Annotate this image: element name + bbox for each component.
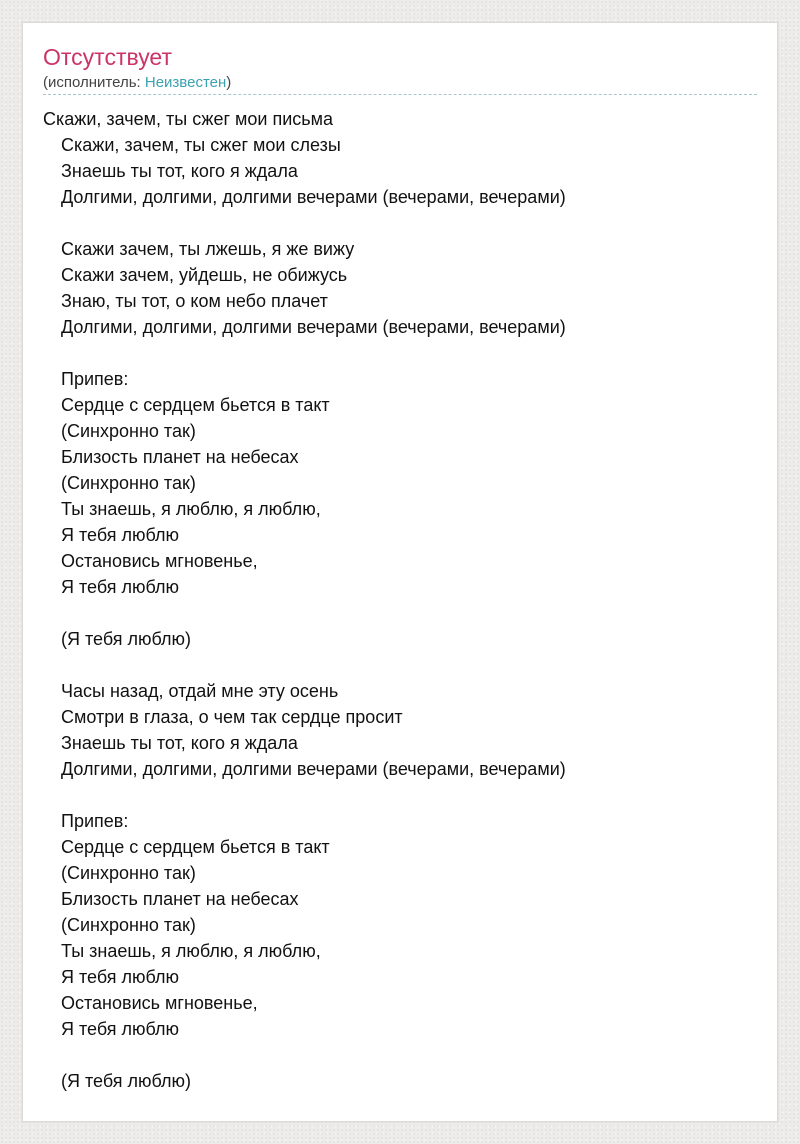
song-title: Отсутствует [43, 44, 172, 70]
lyrics-line: Скажи, зачем, ты сжег мои слезы [61, 135, 341, 155]
lyrics-line: Близость планет на небесах [61, 447, 299, 467]
lyrics-line: Знаешь ты тот, кого я ждала [61, 733, 298, 753]
lyrics-line: Я тебя люблю [61, 1019, 180, 1039]
lyrics-sheet [22, 22, 778, 1122]
lyrics-line: Сердце с сердцем бьется в такт [61, 395, 330, 415]
lyrics-line: (Синхронно так) [61, 915, 196, 935]
lyrics-line: Знаешь ты тот, кого я ждала [61, 161, 298, 181]
lyrics-body [43, 106, 759, 1094]
lyrics-line: Я тебя люблю [61, 525, 180, 545]
lyrics-line: Сердце с сердцем бьется в такт [61, 837, 330, 857]
lyrics-line: (Синхронно так) [61, 421, 196, 441]
lyrics-blank-line [43, 1042, 759, 1068]
lyrics-line: Долгими, долгими, долгими вечерами (вечерами, вечерами) [61, 317, 566, 337]
lyrics-line: Знаю, ты тот, о ком небо плачет [61, 291, 328, 311]
lyrics-line: Близость планет на небесах [61, 889, 299, 909]
lyrics-blank-line [43, 652, 759, 678]
lyrics-line: Я тебя люблю [61, 577, 180, 597]
lyrics-line: (Синхронно так) [61, 473, 196, 493]
lyrics-line: Долгими, долгими, долгими вечерами (вечерами, вечерами) [61, 187, 566, 207]
artist-line [43, 74, 231, 92]
artist-prefix: (исполнитель: [43, 74, 145, 91]
lyrics-line: Скажи зачем, уйдешь, не обижусь [61, 265, 348, 285]
lyrics-line: Я тебя люблю [61, 967, 180, 987]
lyrics-line: (Синхронно так) [61, 863, 196, 883]
lyrics-line: Смотри в глаза, о чем так сердце просит [61, 707, 403, 727]
lyrics-line: Часы назад, отдай мне эту осень [61, 681, 339, 701]
lyrics-line: Ты знаешь, я люблю, я люблю, [61, 499, 321, 519]
lyrics-blank-line [43, 782, 759, 808]
lyrics-blank-line [43, 600, 759, 626]
artist-suffix: ) [226, 74, 232, 91]
lyrics-line: Остановись мгновенье, [61, 551, 258, 571]
lyrics-line: (Я тебя люблю) [61, 629, 192, 649]
lyrics-line: Долгими, долгими, долгими вечерами (вечерами, вечерами) [61, 759, 566, 779]
title-divider [43, 94, 757, 95]
lyrics-line: Ты знаешь, я люблю, я люблю, [61, 941, 321, 961]
lyrics-line: (Я тебя люблю) [61, 1071, 192, 1091]
lyrics-line: Скажи зачем, ты лжешь, я же вижу [61, 239, 355, 259]
lyrics-blank-line [43, 340, 759, 366]
lyrics-line: Припев: [61, 369, 129, 389]
lyrics-blank-line [43, 210, 759, 236]
lyrics-line: Припев: [61, 811, 129, 831]
lyrics-line: Скажи, зачем, ты сжег мои письма [43, 109, 334, 129]
artist-link[interactable]: Неизвестен [144, 74, 227, 91]
lyrics-line: Остановись мгновенье, [61, 993, 258, 1013]
